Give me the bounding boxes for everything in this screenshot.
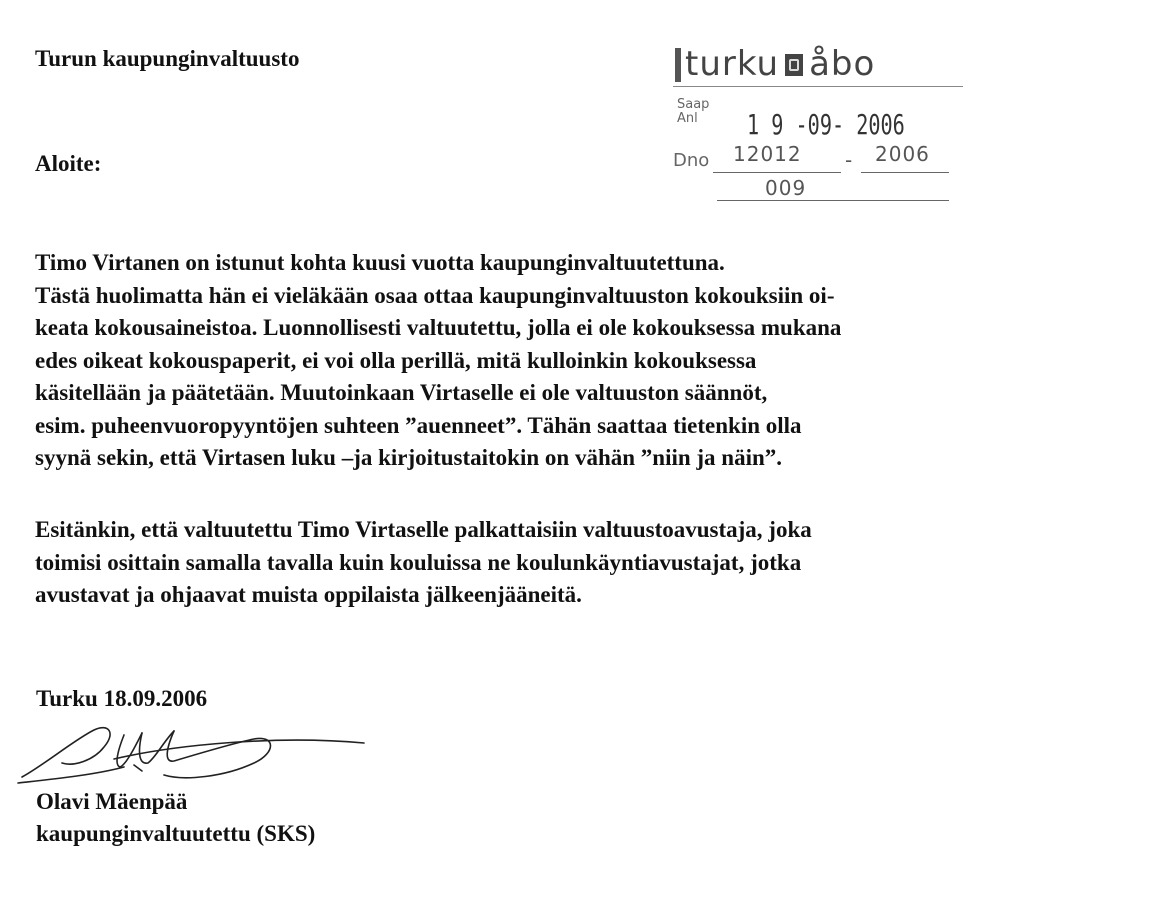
city-logo	[675, 44, 875, 84]
paragraph-line: avustavat ja ohjaavat muista oppilaista jälkeenjääneitä.	[35, 582, 582, 607]
paragraph-1	[35, 247, 841, 475]
dno-separator: -	[845, 148, 854, 172]
place-date: Turku 18.09.2006	[36, 686, 208, 711]
paragraph-line: toimisi osittain samalla tavalla kuin kouluissa ne koulunkäyntiavustajat, jotka	[35, 549, 802, 575]
dno-number: 12012	[733, 142, 802, 166]
received-stamp	[665, 40, 965, 215]
signer-name: Olavi Mäenpää	[36, 789, 188, 814]
paragraph-line: syynä sekin, että Virtasen luku –ja kirjoitustaitokin on vähän ”niin ja näin”.	[35, 445, 783, 470]
paragraph-line: edes oikeat kokouspaperit, ei voi olla perillä, mitä kulloinkin kokouksessa	[35, 347, 757, 373]
logo-text-left: turku	[685, 44, 780, 84]
received-label-sv: Anl	[677, 111, 698, 126]
dno-year: 2006	[875, 142, 930, 166]
paragraph-2	[35, 514, 812, 612]
received-date: 1 9 -09- 2006	[747, 108, 905, 141]
received-label	[677, 98, 709, 126]
paragraph-line: Timo Virtanen on istunut kohta kuusi vuotta kaupunginvaltuutettuna.	[35, 250, 725, 275]
handwritten-signature	[14, 705, 374, 795]
dno-label: Dno	[673, 150, 710, 171]
dno-subnumber: 009	[765, 176, 807, 200]
recipient-heading: Turun kaupunginvaltuusto	[35, 46, 300, 71]
logo-text-right: åbo	[809, 44, 876, 84]
paragraph-line: Esitänkin, että valtuutettu Timo Virtaselle palkattaisiin valtuustoavustaja, joka	[35, 517, 812, 542]
paragraph-line: esim. puheenvuoropyyntöjen suhteen ”auenneet”. Tähän saattaa tietenkin olla	[35, 412, 802, 438]
paragraph-line: keata kokousaineistoa. Luonnollisesti valtuutettu, jolla ei ole kokouksessa mukana	[35, 315, 842, 340]
crest-icon	[785, 54, 803, 76]
signer-title: kaupunginvaltuutettu (SKS)	[36, 821, 316, 846]
received-label-fi: Saap	[677, 97, 710, 112]
paragraph-line: käsitellään ja päätetään. Muutoinkaan Virtaselle ei ole valtuuston säännöt,	[35, 380, 768, 405]
paragraph-line: Tästä huolimatta hän ei vieläkään osaa ottaa kaupunginvaltuuston kokouksiin oi-	[35, 282, 835, 308]
document-heading: Aloite:	[35, 151, 102, 176]
